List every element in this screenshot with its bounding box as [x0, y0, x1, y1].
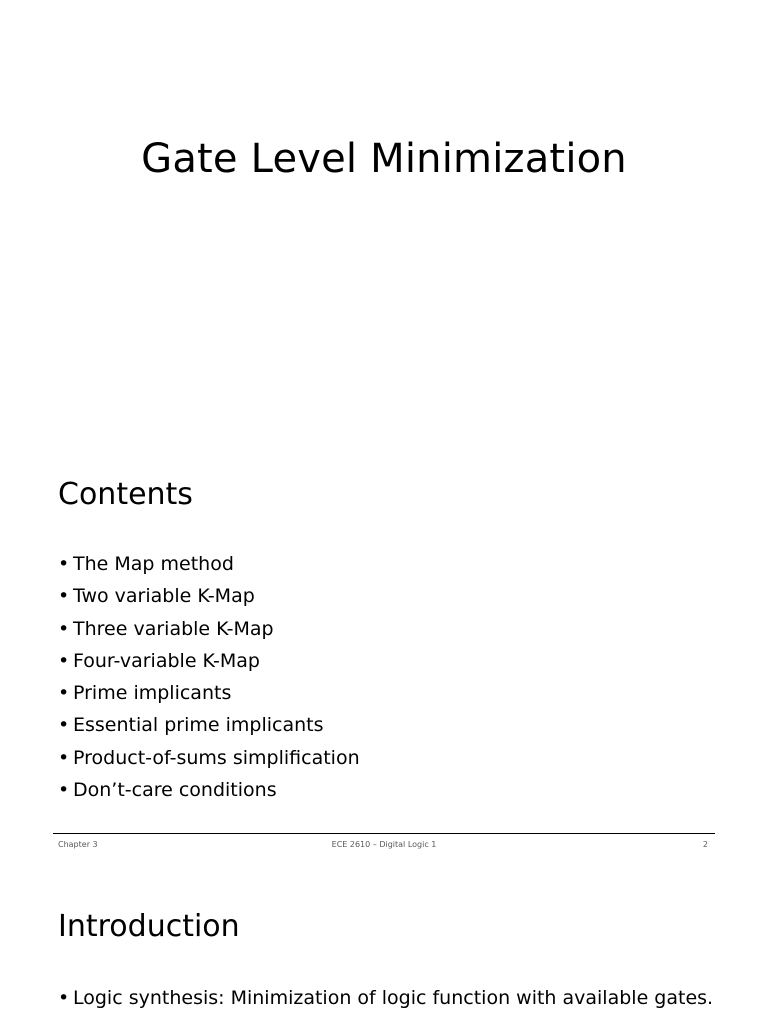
bullet-icon: • [58, 617, 70, 640]
slide-introduction [0, 872, 768, 1024]
bullet-icon: • [58, 682, 70, 705]
list-item-text: Two variable K-Map [73, 585, 255, 608]
list-item-text: Prime implicants [73, 682, 232, 705]
list-item [58, 645, 360, 677]
slide-title-heading: Gate Level Minimization [141, 136, 627, 182]
list-item [58, 742, 360, 774]
list-item-text: Essential prime implicants [73, 714, 324, 737]
list-item-text: Logic synthesis: Minimization of logic function with available gates. [73, 987, 714, 1009]
list-item-text: Four-variable K-Map [73, 649, 260, 672]
list-item-text: Don’t-care conditions [73, 779, 277, 802]
bullet-icon: • [58, 987, 70, 1009]
bullet-icon: • [58, 746, 70, 769]
bullet-icon: • [58, 585, 70, 608]
list-item [58, 580, 360, 612]
slide-contents [0, 440, 768, 872]
introduction-bullet-list [58, 982, 713, 1014]
footer-course: ECE 2610 – Digital Logic 1 [331, 840, 437, 849]
footer-page-number: 2 [702, 840, 708, 849]
list-item [58, 982, 713, 1014]
list-item-text: Three variable K-Map [73, 617, 274, 640]
list-item [58, 774, 360, 806]
list-item [58, 548, 360, 580]
bullet-icon: • [58, 649, 70, 672]
footer-divider [53, 833, 715, 834]
list-item-text: Product-of-sums simplification [73, 746, 360, 769]
contents-heading: Contents [58, 477, 193, 512]
slide-title [0, 0, 768, 440]
list-item [58, 709, 360, 741]
list-item-text: The Map method [73, 553, 234, 575]
list-item [58, 613, 360, 645]
bullet-icon: • [58, 553, 70, 575]
list-item [58, 677, 360, 709]
contents-bullet-list [58, 548, 360, 806]
footer-chapter: Chapter 3 [58, 840, 98, 849]
bullet-icon: • [58, 779, 70, 802]
introduction-heading: Introduction [58, 909, 240, 944]
bullet-icon: • [58, 714, 70, 737]
